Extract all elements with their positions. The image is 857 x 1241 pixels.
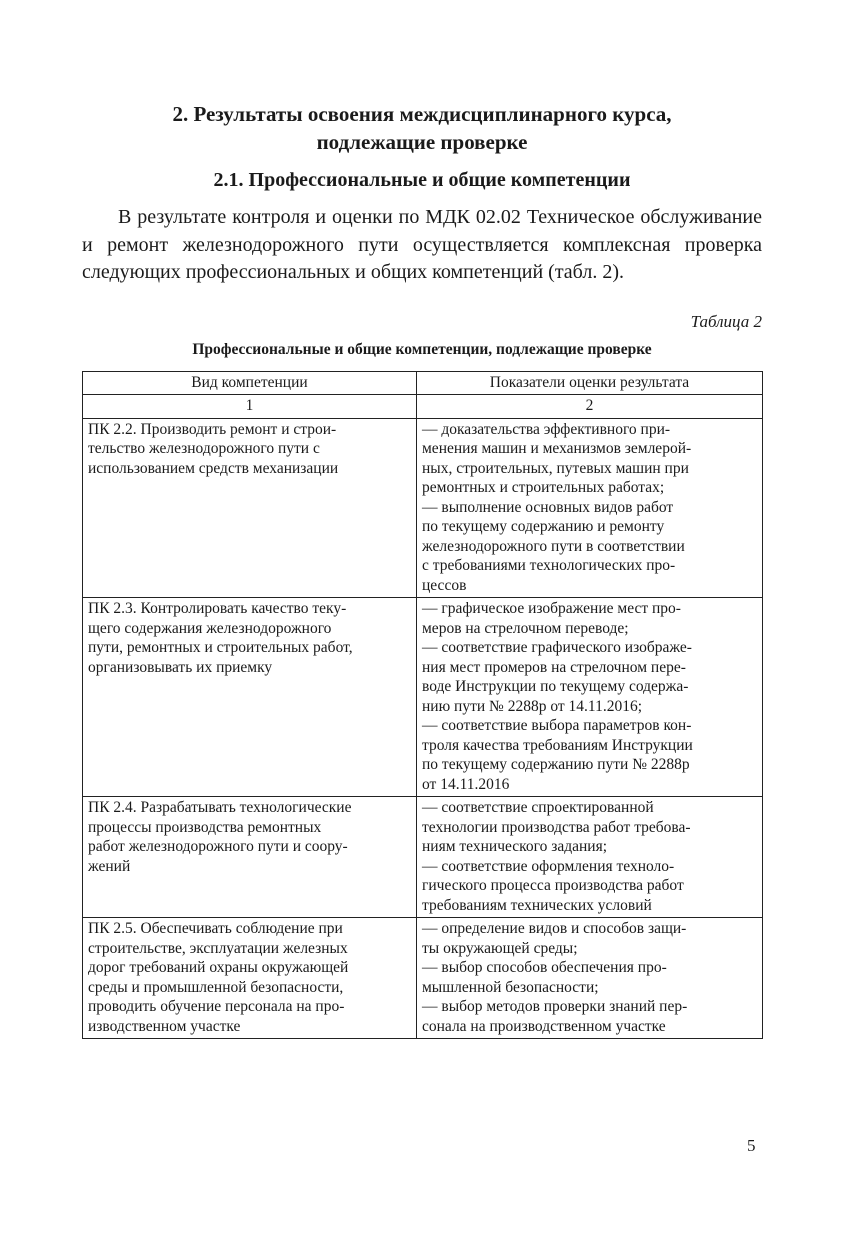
section-heading-line-1: 2. Результаты освоения междисциплинарного курса,: [172, 102, 672, 126]
cell-text-line: дорог требований охраны окружающей: [88, 959, 349, 976]
cell-text-line: ты окружающей среды;: [422, 939, 578, 957]
cell-text-line: — выполнение основных видов работ: [422, 498, 674, 516]
cell-text-line: ниям технического задания;: [422, 838, 608, 855]
table-row: [83, 918, 763, 1039]
indicators-cell: [417, 918, 763, 1039]
cell-text-line: технологии производства работ требова-: [422, 818, 691, 836]
cell-text-line: требованиям технических условий: [422, 896, 652, 914]
cell-text-line: жений: [88, 857, 131, 875]
cell-text-line: пути, ремонтных и строительных работ,: [88, 639, 353, 656]
competencies-table: [82, 371, 763, 1040]
cell-text-line: проводить обучение персонала на про-: [88, 998, 345, 1015]
cell-text-line: изводственном участке: [88, 1017, 241, 1035]
table-row: [83, 797, 763, 918]
cell-text-line: — соответствие спроектированной: [422, 799, 654, 816]
competence-cell: [83, 797, 417, 918]
cell-text-line: воде Инструкции по текущему содержа-: [422, 678, 689, 695]
cell-text-line: — соответствие графического изображе-: [422, 639, 692, 656]
indicators-cell: [417, 598, 763, 797]
cell-text-line: щего содержания железнодорожного: [88, 619, 332, 637]
cell-text-line: цессов: [422, 576, 467, 594]
cell-text-line: мышленной безопасности;: [422, 978, 599, 996]
cell-text-line: ных, строительных, путевых машин при: [422, 459, 689, 477]
cell-text-line: троля качества требованиям Инструкции: [422, 736, 693, 754]
cell-text-line: тельство железнодорожного пути с: [88, 440, 320, 457]
table-row: [83, 598, 763, 797]
cell-text-line: гического процесса производства работ: [422, 877, 684, 894]
table-number: Таблица 2: [690, 311, 762, 331]
subsection-heading: 2.1. Профессиональные и общие компетенции: [213, 169, 631, 191]
cell-text-line: нию пути № 2288р от 14.11.2016;: [422, 697, 642, 715]
cell-text-line: — выбор методов проверки знаний пер-: [422, 998, 688, 1015]
cell-text-line: по текущему содержанию и ремонту: [422, 518, 665, 535]
column-header-competence: Вид компетенции: [83, 371, 417, 395]
column-number-2: 2: [417, 395, 763, 419]
cell-text-line: ПК 2.3. Контролировать качество теку-: [88, 600, 347, 617]
section-heading-line-2: подлежащие проверке: [316, 130, 528, 154]
cell-text-line: — графическое изображение мест про-: [422, 600, 681, 617]
cell-text-line: железнодорожного пути в соответствии: [422, 537, 685, 555]
table-number-row: [83, 395, 763, 419]
cell-text-line: менения машин и механизмов землерой-: [422, 440, 692, 457]
column-header-indicators: Показатели оценки результата: [417, 371, 763, 395]
section-heading: [82, 100, 762, 156]
page-number: 5: [747, 1136, 756, 1155]
table-header-row: [83, 371, 763, 395]
cell-text-line: с требованиями технологических про-: [422, 557, 676, 574]
table-row: [83, 418, 763, 598]
table-title: Профессиональные и общие компетенции, подлежащие проверке: [192, 340, 652, 358]
cell-text-line: ПК 2.4. Разрабатывать технологические: [88, 799, 352, 816]
cell-text-line: ремонтных и строительных работах;: [422, 479, 665, 496]
intro-paragraph: В результате контроля и оценки по МДК 02.02 Техническое обслуживание и ремонт железнодорожного пути осуществляется комплексная проверка следующих профессиональных и общих компетенций (табл. 2).: [82, 206, 762, 283]
cell-text-line: — соответствие выбора параметров кон-: [422, 717, 692, 734]
competence-cell: [83, 598, 417, 797]
indicators-cell: [417, 418, 763, 598]
cell-text-line: сонала на производственном участке: [422, 1017, 666, 1035]
cell-text-line: от 14.11.2016: [422, 775, 510, 793]
cell-text-line: ния мест промеров на стрелочном пере-: [422, 658, 686, 676]
cell-text-line: строительстве, эксплуатации железных: [88, 939, 348, 957]
cell-text-line: процессы производства ремонтных: [88, 818, 322, 836]
competence-cell: [83, 418, 417, 598]
cell-text-line: использованием средств механизации: [88, 459, 339, 477]
indicators-cell: [417, 797, 763, 918]
cell-text-line: ПК 2.5. Обеспечивать соблюдение при: [88, 920, 343, 937]
cell-text-line: ПК 2.2. Производить ремонт и строи-: [88, 420, 337, 438]
cell-text-line: среды и промышленной безопасности,: [88, 978, 344, 996]
cell-text-line: организовывать их приемку: [88, 658, 273, 676]
cell-text-line: — доказательства эффективного при-: [422, 420, 671, 438]
column-number-1: 1: [83, 395, 417, 419]
document-page: [82, 100, 762, 1039]
cell-text-line: работ железнодорожного пути и соору-: [88, 838, 348, 855]
cell-text-line: — определение видов и способов защи-: [422, 920, 687, 937]
cell-text-line: меров на стрелочном переводе;: [422, 619, 629, 637]
competence-cell: [83, 918, 417, 1039]
cell-text-line: — выбор способов обеспечения про-: [422, 959, 667, 976]
cell-text-line: по текущему содержанию пути № 2288р: [422, 756, 690, 773]
cell-text-line: — соответствие оформления техноло-: [422, 857, 675, 875]
